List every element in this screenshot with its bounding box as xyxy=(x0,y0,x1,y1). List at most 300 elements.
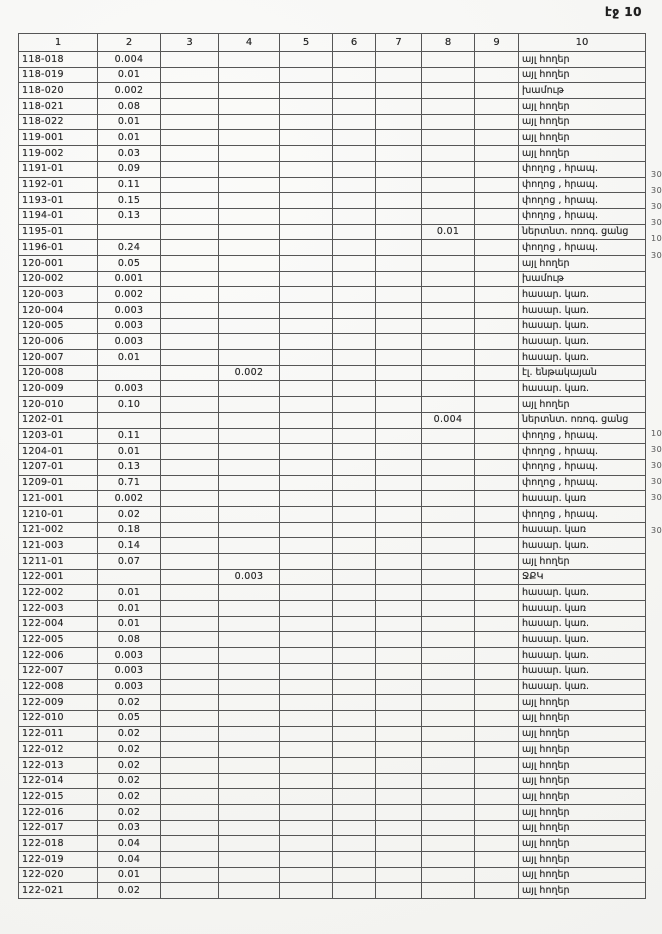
table-row xyxy=(19,224,646,240)
cell-land-use: այլ հողեր xyxy=(519,867,646,883)
cell-col9 xyxy=(475,679,519,695)
table-row xyxy=(19,114,646,130)
cell-col3 xyxy=(161,663,219,679)
cell-col5 xyxy=(280,146,333,162)
cell-col7 xyxy=(376,695,422,711)
cell-land-use: այլ հողեր xyxy=(519,554,646,570)
cell-col5 xyxy=(280,789,333,805)
cell-col9 xyxy=(475,648,519,664)
cell-col3 xyxy=(161,130,219,146)
cell-col5 xyxy=(280,130,333,146)
cell-col5 xyxy=(280,695,333,711)
cell-col5 xyxy=(280,83,333,99)
table-row xyxy=(19,397,646,413)
margin-note: 30 xyxy=(651,525,662,535)
cell-land-use: այլ հողեր xyxy=(519,820,646,836)
cell-col6 xyxy=(333,114,376,130)
cell-area-col8 xyxy=(422,255,475,271)
cell-col7 xyxy=(376,224,422,240)
cell-col7 xyxy=(376,146,422,162)
cell-col6 xyxy=(333,820,376,836)
cell-col5 xyxy=(280,648,333,664)
cell-land-use: փողոց , հրապ. xyxy=(519,459,646,475)
cell-col6 xyxy=(333,444,376,460)
cell-parcel-code: 122-003 xyxy=(19,601,98,617)
table-row xyxy=(19,867,646,883)
cell-area-col8 xyxy=(422,177,475,193)
cell-area-col8 xyxy=(422,475,475,491)
cell-land-use: հասար. կառ. xyxy=(519,679,646,695)
cell-col9 xyxy=(475,554,519,570)
cell-area-col2: 0.01 xyxy=(98,601,161,617)
cell-col9 xyxy=(475,773,519,789)
cell-col5 xyxy=(280,538,333,554)
cell-col6 xyxy=(333,852,376,868)
cell-area-col4 xyxy=(219,506,280,522)
cell-area-col2: 0.002 xyxy=(98,83,161,99)
cell-col3 xyxy=(161,287,219,303)
cell-col7 xyxy=(376,412,422,428)
cell-col7 xyxy=(376,852,422,868)
cell-col6 xyxy=(333,397,376,413)
cell-col6 xyxy=(333,695,376,711)
cell-area-col8 xyxy=(422,397,475,413)
cell-col9 xyxy=(475,381,519,397)
table-row xyxy=(19,208,646,224)
column-header-1: 1 xyxy=(19,34,98,52)
cell-col9 xyxy=(475,789,519,805)
cell-col7 xyxy=(376,585,422,601)
cell-col6 xyxy=(333,663,376,679)
cell-area-col2 xyxy=(98,224,161,240)
cell-area-col4 xyxy=(219,428,280,444)
cell-col7 xyxy=(376,805,422,821)
cell-area-col4 xyxy=(219,695,280,711)
cell-col7 xyxy=(376,648,422,664)
cell-area-col8 xyxy=(422,444,475,460)
cell-col5 xyxy=(280,397,333,413)
cell-land-use: ներտնտ. ոռոգ. ցանց xyxy=(519,224,646,240)
table-row xyxy=(19,334,646,350)
cell-col7 xyxy=(376,773,422,789)
cell-col9 xyxy=(475,883,519,899)
cell-area-col4 xyxy=(219,789,280,805)
cell-col3 xyxy=(161,538,219,554)
cell-area-col2: 0.01 xyxy=(98,585,161,601)
cell-area-col8 xyxy=(422,161,475,177)
cell-parcel-code: 1202-01 xyxy=(19,412,98,428)
cell-col5 xyxy=(280,773,333,789)
cell-land-use: այլ հողեր xyxy=(519,114,646,130)
cell-col6 xyxy=(333,805,376,821)
cell-area-col8 xyxy=(422,67,475,83)
cell-land-use: այլ հողեր xyxy=(519,742,646,758)
cell-col9 xyxy=(475,397,519,413)
cell-col7 xyxy=(376,350,422,366)
cell-col3 xyxy=(161,569,219,585)
cell-parcel-code: 122-021 xyxy=(19,883,98,899)
cell-area-col8 xyxy=(422,663,475,679)
cell-col7 xyxy=(376,789,422,805)
cell-area-col2: 0.03 xyxy=(98,820,161,836)
cell-area-col2: 0.003 xyxy=(98,381,161,397)
cell-col3 xyxy=(161,506,219,522)
cell-land-use: հասար. կառ xyxy=(519,601,646,617)
cell-area-col2 xyxy=(98,569,161,585)
cell-col5 xyxy=(280,240,333,256)
cell-parcel-code: 122-004 xyxy=(19,616,98,632)
cell-col3 xyxy=(161,742,219,758)
table-row xyxy=(19,585,646,601)
cell-col5 xyxy=(280,726,333,742)
cell-area-col4 xyxy=(219,334,280,350)
cell-land-use: այլ հողեր xyxy=(519,789,646,805)
cell-area-col4 xyxy=(219,757,280,773)
cell-area-col8 xyxy=(422,271,475,287)
cell-col6 xyxy=(333,569,376,585)
cell-col6 xyxy=(333,287,376,303)
cell-land-use: փողոց , հրապ. xyxy=(519,177,646,193)
cell-area-col4 xyxy=(219,554,280,570)
cell-area-col2: 0.002 xyxy=(98,491,161,507)
cell-parcel-code: 122-009 xyxy=(19,695,98,711)
cell-land-use: հասար. կառ. xyxy=(519,303,646,319)
cell-area-col2: 0.01 xyxy=(98,616,161,632)
cell-land-use: հասար. կառ. xyxy=(519,648,646,664)
cell-area-col2: 0.04 xyxy=(98,836,161,852)
table-row xyxy=(19,271,646,287)
cell-area-col2: 0.01 xyxy=(98,350,161,366)
cell-col6 xyxy=(333,428,376,444)
cell-col5 xyxy=(280,114,333,130)
cell-area-col8 xyxy=(422,130,475,146)
cell-area-col8 xyxy=(422,318,475,334)
cell-parcel-code: 1207-01 xyxy=(19,459,98,475)
cell-col3 xyxy=(161,632,219,648)
cell-parcel-code: 120-004 xyxy=(19,303,98,319)
cell-col6 xyxy=(333,679,376,695)
cell-area-col4 xyxy=(219,459,280,475)
cell-col9 xyxy=(475,334,519,350)
cell-col6 xyxy=(333,240,376,256)
cell-col9 xyxy=(475,318,519,334)
cell-parcel-code: 122-014 xyxy=(19,773,98,789)
cell-land-use: այլ հողեր xyxy=(519,852,646,868)
margin-note: 30 xyxy=(651,169,662,179)
cell-col7 xyxy=(376,616,422,632)
cell-col9 xyxy=(475,710,519,726)
table-row xyxy=(19,773,646,789)
cell-col3 xyxy=(161,412,219,428)
cell-area-col8 xyxy=(422,522,475,538)
cell-parcel-code: 1196-01 xyxy=(19,240,98,256)
cell-col5 xyxy=(280,287,333,303)
cell-col7 xyxy=(376,554,422,570)
table-row xyxy=(19,287,646,303)
cell-col3 xyxy=(161,695,219,711)
cell-col3 xyxy=(161,491,219,507)
cell-land-use: հասար. կառ. xyxy=(519,287,646,303)
cell-col9 xyxy=(475,444,519,460)
cell-col5 xyxy=(280,679,333,695)
cell-col5 xyxy=(280,303,333,319)
land-parcel-table xyxy=(18,33,646,899)
cell-area-col2: 0.02 xyxy=(98,789,161,805)
cell-col6 xyxy=(333,459,376,475)
cell-col3 xyxy=(161,381,219,397)
cell-col7 xyxy=(376,506,422,522)
cell-col3 xyxy=(161,83,219,99)
table-row xyxy=(19,177,646,193)
cell-col7 xyxy=(376,255,422,271)
cell-land-use: այլ հողեր xyxy=(519,805,646,821)
cell-col9 xyxy=(475,240,519,256)
cell-col5 xyxy=(280,99,333,115)
cell-col3 xyxy=(161,883,219,899)
table-row xyxy=(19,318,646,334)
cell-col5 xyxy=(280,522,333,538)
table-row xyxy=(19,67,646,83)
cell-land-use: այլ հողեր xyxy=(519,397,646,413)
cell-area-col2: 0.01 xyxy=(98,67,161,83)
cell-area-col2: 0.01 xyxy=(98,867,161,883)
cell-area-col4 xyxy=(219,444,280,460)
cell-area-col2: 0.13 xyxy=(98,459,161,475)
cell-parcel-code: 1192-01 xyxy=(19,177,98,193)
cell-area-col4 xyxy=(219,679,280,695)
cell-area-col4 xyxy=(219,616,280,632)
cell-col5 xyxy=(280,742,333,758)
table-row xyxy=(19,616,646,632)
cell-parcel-code: 1193-01 xyxy=(19,193,98,209)
cell-col5 xyxy=(280,381,333,397)
cell-land-use: այլ հողեր xyxy=(519,757,646,773)
cell-col5 xyxy=(280,554,333,570)
cell-parcel-code: 118-018 xyxy=(19,52,98,68)
cell-area-col4 xyxy=(219,585,280,601)
cell-col9 xyxy=(475,491,519,507)
table-row xyxy=(19,491,646,507)
cell-col6 xyxy=(333,585,376,601)
cell-area-col4 xyxy=(219,820,280,836)
cell-col9 xyxy=(475,67,519,83)
cell-col6 xyxy=(333,836,376,852)
cell-col9 xyxy=(475,83,519,99)
table-row xyxy=(19,52,646,68)
cell-col7 xyxy=(376,569,422,585)
cell-col5 xyxy=(280,601,333,617)
cell-col9 xyxy=(475,177,519,193)
cell-area-col2: 0.05 xyxy=(98,255,161,271)
cell-area-col4 xyxy=(219,852,280,868)
cell-col5 xyxy=(280,491,333,507)
cell-parcel-code: 118-021 xyxy=(19,99,98,115)
cell-parcel-code: 120-006 xyxy=(19,334,98,350)
cell-col3 xyxy=(161,852,219,868)
cell-col6 xyxy=(333,255,376,271)
cell-area-col2: 0.15 xyxy=(98,193,161,209)
cell-col6 xyxy=(333,522,376,538)
table-row xyxy=(19,146,646,162)
cell-area-col2: 0.001 xyxy=(98,271,161,287)
cell-area-col2: 0.04 xyxy=(98,852,161,868)
cell-land-use: ՋՔԿ xyxy=(519,569,646,585)
cell-col6 xyxy=(333,67,376,83)
cell-parcel-code: 119-001 xyxy=(19,130,98,146)
cell-area-col4 xyxy=(219,224,280,240)
cell-area-col4 xyxy=(219,867,280,883)
table-row xyxy=(19,444,646,460)
cell-col9 xyxy=(475,852,519,868)
cell-area-col2: 0.11 xyxy=(98,177,161,193)
cell-col7 xyxy=(376,679,422,695)
table-row xyxy=(19,554,646,570)
cell-col9 xyxy=(475,538,519,554)
cell-area-col4 xyxy=(219,99,280,115)
cell-col5 xyxy=(280,412,333,428)
cell-area-col2: 0.02 xyxy=(98,773,161,789)
cell-area-col2: 0.002 xyxy=(98,287,161,303)
cell-parcel-code: 122-015 xyxy=(19,789,98,805)
cell-area-col8 xyxy=(422,538,475,554)
cell-parcel-code: 1195-01 xyxy=(19,224,98,240)
cell-area-col8 xyxy=(422,836,475,852)
cell-area-col4 xyxy=(219,805,280,821)
cell-col9 xyxy=(475,303,519,319)
column-header-9: 9 xyxy=(475,34,519,52)
cell-col7 xyxy=(376,742,422,758)
cell-land-use: խամութ xyxy=(519,83,646,99)
cell-area-col2: 0.03 xyxy=(98,146,161,162)
cell-col7 xyxy=(376,99,422,115)
table-row xyxy=(19,852,646,868)
cell-area-col4 xyxy=(219,208,280,224)
cell-col5 xyxy=(280,224,333,240)
cell-col7 xyxy=(376,632,422,648)
cell-col7 xyxy=(376,208,422,224)
cell-col6 xyxy=(333,726,376,742)
table-row xyxy=(19,805,646,821)
cell-parcel-code: 1191-01 xyxy=(19,161,98,177)
cell-col3 xyxy=(161,601,219,617)
cell-col3 xyxy=(161,365,219,381)
table-row xyxy=(19,663,646,679)
cell-col3 xyxy=(161,757,219,773)
table-row xyxy=(19,679,646,695)
cell-area-col8 xyxy=(422,506,475,522)
cell-col7 xyxy=(376,459,422,475)
cell-land-use: հասար. կառ. xyxy=(519,381,646,397)
cell-land-use: փողոց , հրապ. xyxy=(519,506,646,522)
cell-area-col8 xyxy=(422,883,475,899)
cell-col6 xyxy=(333,83,376,99)
cell-col3 xyxy=(161,67,219,83)
cell-area-col2: 0.07 xyxy=(98,554,161,570)
cell-col6 xyxy=(333,334,376,350)
cell-col9 xyxy=(475,757,519,773)
cell-col5 xyxy=(280,334,333,350)
cell-col7 xyxy=(376,271,422,287)
cell-col6 xyxy=(333,350,376,366)
cell-area-col4 xyxy=(219,255,280,271)
cell-col6 xyxy=(333,538,376,554)
cell-parcel-code: 120-001 xyxy=(19,255,98,271)
cell-area-col2: 0.09 xyxy=(98,161,161,177)
column-header-7: 7 xyxy=(376,34,422,52)
cell-col5 xyxy=(280,52,333,68)
cell-area-col2 xyxy=(98,365,161,381)
cell-parcel-code: 122-016 xyxy=(19,805,98,821)
cell-col9 xyxy=(475,522,519,538)
cell-area-col8 xyxy=(422,350,475,366)
cell-parcel-code: 122-020 xyxy=(19,867,98,883)
cell-col7 xyxy=(376,161,422,177)
cell-col5 xyxy=(280,271,333,287)
cell-col7 xyxy=(376,193,422,209)
cell-area-col2: 0.11 xyxy=(98,428,161,444)
table-row xyxy=(19,428,646,444)
cell-land-use: հասար. կառ. xyxy=(519,632,646,648)
cell-area-col8 xyxy=(422,554,475,570)
cell-area-col8 xyxy=(422,303,475,319)
cell-area-col8 xyxy=(422,742,475,758)
cell-col3 xyxy=(161,475,219,491)
cell-col6 xyxy=(333,710,376,726)
cell-col6 xyxy=(333,303,376,319)
cell-area-col8 xyxy=(422,193,475,209)
cell-land-use: այլ հողեր xyxy=(519,883,646,899)
cell-area-col2: 0.01 xyxy=(98,114,161,130)
cell-col3 xyxy=(161,820,219,836)
cell-col7 xyxy=(376,836,422,852)
cell-col6 xyxy=(333,381,376,397)
cell-col6 xyxy=(333,130,376,146)
cell-parcel-code: 1194-01 xyxy=(19,208,98,224)
table-row xyxy=(19,742,646,758)
cell-area-col8 xyxy=(422,334,475,350)
cell-parcel-code: 122-006 xyxy=(19,648,98,664)
cell-area-col8 xyxy=(422,428,475,444)
cell-col7 xyxy=(376,491,422,507)
cell-col6 xyxy=(333,193,376,209)
cell-area-col4 xyxy=(219,350,280,366)
cell-area-col4: 0.002 xyxy=(219,365,280,381)
cell-col7 xyxy=(376,867,422,883)
cell-area-col2: 0.004 xyxy=(98,52,161,68)
cell-area-col8 xyxy=(422,208,475,224)
cell-col3 xyxy=(161,318,219,334)
column-header-3: 3 xyxy=(161,34,219,52)
cell-area-col4 xyxy=(219,710,280,726)
cell-col7 xyxy=(376,883,422,899)
table-row xyxy=(19,789,646,805)
cell-col6 xyxy=(333,177,376,193)
cell-parcel-code: 120-010 xyxy=(19,397,98,413)
cell-col6 xyxy=(333,475,376,491)
cell-col9 xyxy=(475,805,519,821)
column-header-10: 10 xyxy=(519,34,646,52)
cell-col3 xyxy=(161,161,219,177)
cell-col9 xyxy=(475,742,519,758)
cell-col7 xyxy=(376,177,422,193)
cell-col7 xyxy=(376,52,422,68)
cell-col7 xyxy=(376,444,422,460)
cell-col6 xyxy=(333,757,376,773)
cell-area-col2: 0.003 xyxy=(98,663,161,679)
cell-parcel-code: 118-019 xyxy=(19,67,98,83)
table-row xyxy=(19,820,646,836)
cell-area-col8 xyxy=(422,146,475,162)
